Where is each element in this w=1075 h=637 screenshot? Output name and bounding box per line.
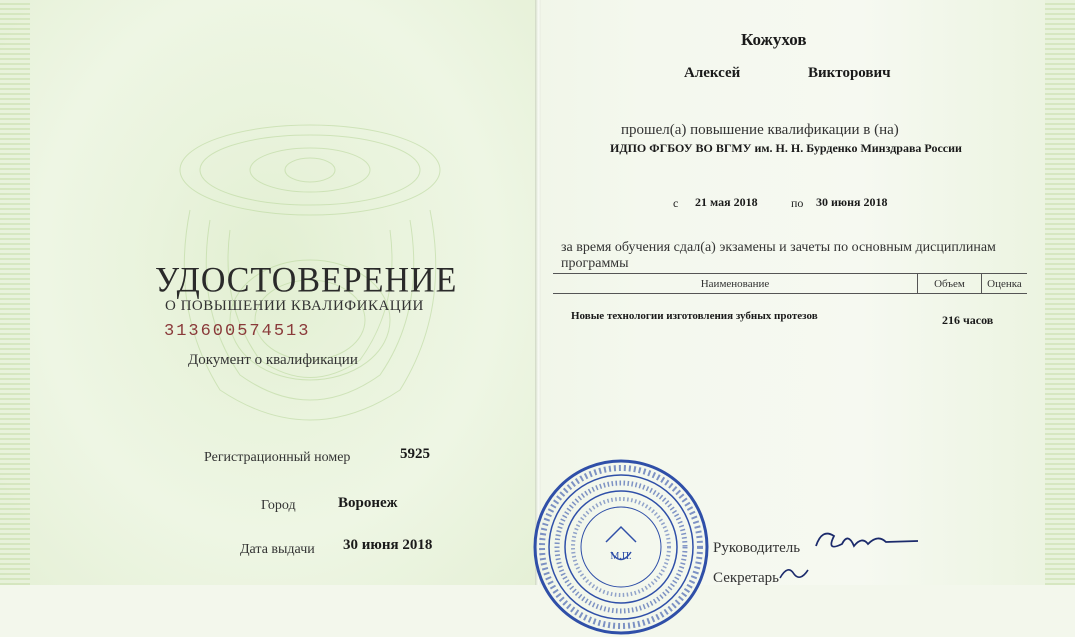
serial-number: 313600574513	[164, 322, 311, 341]
reg-number-value: 5925	[400, 446, 430, 462]
document-title: УДОСТОВЕРЕНИЕ	[155, 261, 458, 300]
header-volume: Объем	[918, 274, 982, 293]
reg-number-label: Регистрационный номер	[204, 450, 351, 465]
official-stamp	[531, 457, 711, 637]
head-label: Руководитель	[713, 540, 801, 556]
city-value: Воронеж	[338, 495, 398, 511]
secretary-label: Секретарь	[713, 570, 780, 586]
document-subtitle: О ПОВЫШЕНИИ КВАЛИФИКАЦИИ	[165, 298, 424, 314]
header-grade: Оценка	[987, 277, 1022, 290]
passed-text: прошел(а) повышение квалификации в (на)	[621, 122, 899, 138]
issue-date-label: Дата выдачи	[240, 542, 315, 557]
patronymic: Викторович	[808, 65, 891, 81]
institution: ИДПО ФГБОУ ВО ВГМУ им. Н. Н. Бурденко Минздрава России	[610, 141, 962, 155]
guilloche-border-right	[1045, 0, 1075, 585]
from-date: 21 мая 2018	[695, 195, 758, 209]
surname: Кожухов	[741, 30, 807, 49]
issue-date-value: 30 июня 2018	[343, 537, 433, 553]
secretary-signature	[778, 560, 818, 585]
from-prefix: с	[673, 196, 679, 210]
city-label: Город	[261, 498, 296, 513]
to-prefix: по	[791, 196, 804, 210]
to-date: 30 июня 2018	[816, 195, 888, 209]
left-page	[0, 0, 537, 585]
header-name: Наименование	[553, 274, 918, 293]
head-signature	[808, 522, 928, 562]
exams-text-line2: программы	[561, 256, 629, 271]
first-name: Алексей	[684, 65, 741, 81]
subjects-table-header	[553, 273, 1027, 294]
guilloche-border-left	[0, 0, 30, 585]
stamp-text: М.П.	[610, 551, 632, 562]
document-kind: Документ о квалификации	[188, 352, 358, 368]
subject-name: Новые технологии изготовления зубных протезов	[571, 310, 818, 322]
exams-text-line1: за время обучения сдал(а) экзамены и зачеты по основным дисциплинам	[561, 240, 996, 255]
subject-volume: 216 часов	[942, 313, 994, 327]
